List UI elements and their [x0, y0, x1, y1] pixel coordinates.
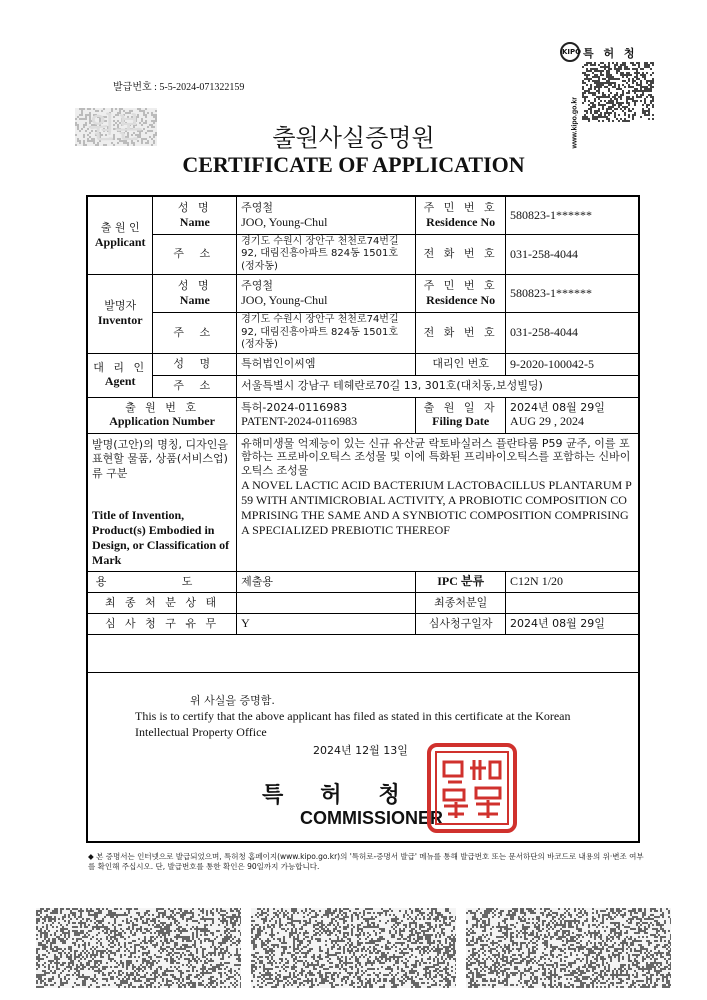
barcode-middle-icon [251, 908, 456, 988]
kipo-logo [560, 42, 660, 149]
filing-date: 2024년 08월 29일 AUG 29 , 2024 [506, 397, 639, 433]
inventor-address-label: 주 소 [153, 313, 237, 354]
final-disposition-label: 최 종 처 분 상 태 [87, 592, 237, 613]
examination-date: 2024년 08월 29일 [506, 613, 639, 634]
qr-code-icon [582, 62, 654, 122]
agent-number-label: 대리인 번호 [416, 353, 506, 375]
applicant-label: 출 원 인 Applicant [87, 196, 153, 275]
inventor-label: 발명자 Inventor [87, 275, 153, 354]
barcode-left-icon [36, 908, 241, 988]
applicant-address: 경기도 수원시 장안구 천천로74번길 92, 대림진흥아파트 824동 1501호 (정자동) [237, 234, 416, 275]
official-seal-icon [426, 742, 518, 834]
inventor-name-label: 성 명 Name [153, 275, 237, 313]
purpose-label: 용 도 [87, 571, 237, 592]
invention-title: 유해미생물 억제능이 있는 신규 유산균 락토바실러스 플란타룸 P59 균주, 이를 포함하는 프로바이오틱스 조성물 및 이에 특화된 프리바이오틱스를 포함하는 신바이오틱스 조성물 A NOVEL LACTIC ACID BACTERIUM LACTOBACILLUS PLANTARUM P59 WITH ANTIMICROBIAL ACTIVITY, A PROBIOTIC COMPOSITION COMPRISING THE SAME AND A SYNBIOTIC COMPOSITION COMPRISING A SPECIALIZED PREBIOTIC THEREOF [237, 433, 639, 571]
examination-value: Y [237, 613, 416, 634]
application-number: 특허-2024-0116983 PATENT-2024-0116983 [237, 397, 416, 433]
issue-number: 발급번호 : 5-5-2024-071322159 [113, 82, 245, 93]
title-korean: 출원사실증명원 [272, 124, 435, 152]
filing-date-label: 출 원 일 자 Filing Date [416, 397, 506, 433]
watermark-original: 원본 [88, 111, 143, 144]
inventor-rrn: 580823-1****** [506, 275, 639, 313]
inventor-address: 경기도 수원시 장안구 천천로74번길 92, 대림진흥아파트 824동 1501호 (정자동) [237, 313, 416, 354]
agent-name-label: 성 명 [153, 353, 237, 375]
inventor-rrn-label: 주 민 번 호 Residence No [416, 275, 506, 313]
examination-label: 심 사 청 구 유 무 [87, 613, 237, 634]
invention-title-label: 발명(고안)의 명칭, 디자인을 표현할 물품, 상품(서비스업)류 구분 Title of Invention, Product(s) Embodied in Design, or Classification of Mark [87, 433, 237, 571]
applicant-rrn: 580823-1****** [506, 196, 639, 234]
agent-name: 특허법인이씨엠 [237, 353, 416, 375]
applicant-name: 주영철 JOO, Young-Chul [237, 196, 416, 234]
applicant-address-label: 주 소 [153, 234, 237, 275]
kipo-emblem-icon: KIPO [560, 42, 580, 62]
purpose-value: 제출용 [237, 571, 416, 592]
final-disposition-value [237, 592, 416, 613]
agent-label: 대 리 인 Agent [87, 353, 153, 397]
ipc-label: IPC 분류 [416, 571, 506, 592]
examination-date-label: 심사청구일자 [416, 613, 506, 634]
certification-date: 2024년 12월 13일 [313, 744, 408, 757]
barcode-right-icon [466, 908, 671, 988]
title-english: CERTIFICATE OF APPLICATION [182, 152, 525, 177]
certify-statement-english: This is to certify that the above applicant has filed as stated in this certificate at the Korean Intellectual Property Office [135, 709, 571, 739]
inventor-phone-label: 전 화 번 호 [416, 313, 506, 354]
office-name-english: COMMISSIONER [300, 808, 444, 828]
agent-address: 서울특별시 강남구 테헤란로70길 13, 301호(대치동,보성빌딩) [237, 375, 639, 397]
agent-number: 9-2020-100042-5 [506, 353, 639, 375]
kipo-name: 특 허 청 [583, 47, 638, 60]
applicant-phone-label: 전 화 번 호 [416, 234, 506, 275]
agent-address-label: 주 소 [153, 375, 237, 397]
final-disposition-date-label: 최종처분일 [416, 592, 506, 613]
application-number-label: 출 원 번 호 Application Number [87, 397, 237, 433]
certify-statement-korean: 위 사실을 증명함. [190, 694, 275, 707]
kipo-url: www.kipo.go.kr [571, 97, 579, 149]
footnote: ◆ 본 증명서는 인터넷으로 발급되었으며, 특허청 홈페이지(www.kipo.go.kr)의 '특허로-증명서 발급' 메뉴를 통해 발급번호 또는 문서하단의 바코드로 내용의 위·변조 여부를 확인해 주십시오. 단, 발급번호를 통한 확인은 90일까지 가능합니다. [88, 852, 644, 872]
office-name-korean: 특허청 [262, 783, 437, 808]
final-disposition-date [506, 592, 639, 613]
inventor-name: 주영철 JOO, Young-Chul [237, 275, 416, 313]
applicant-phone: 031-258-4044 [506, 234, 639, 275]
inventor-phone: 031-258-4044 [506, 313, 639, 354]
applicant-rrn-label: 주 민 번 호 Residence No [416, 196, 506, 234]
ipc-value: C12N 1/20 [506, 571, 639, 592]
applicant-name-label: 성 명 Name [153, 196, 237, 234]
blank-row [87, 634, 639, 672]
